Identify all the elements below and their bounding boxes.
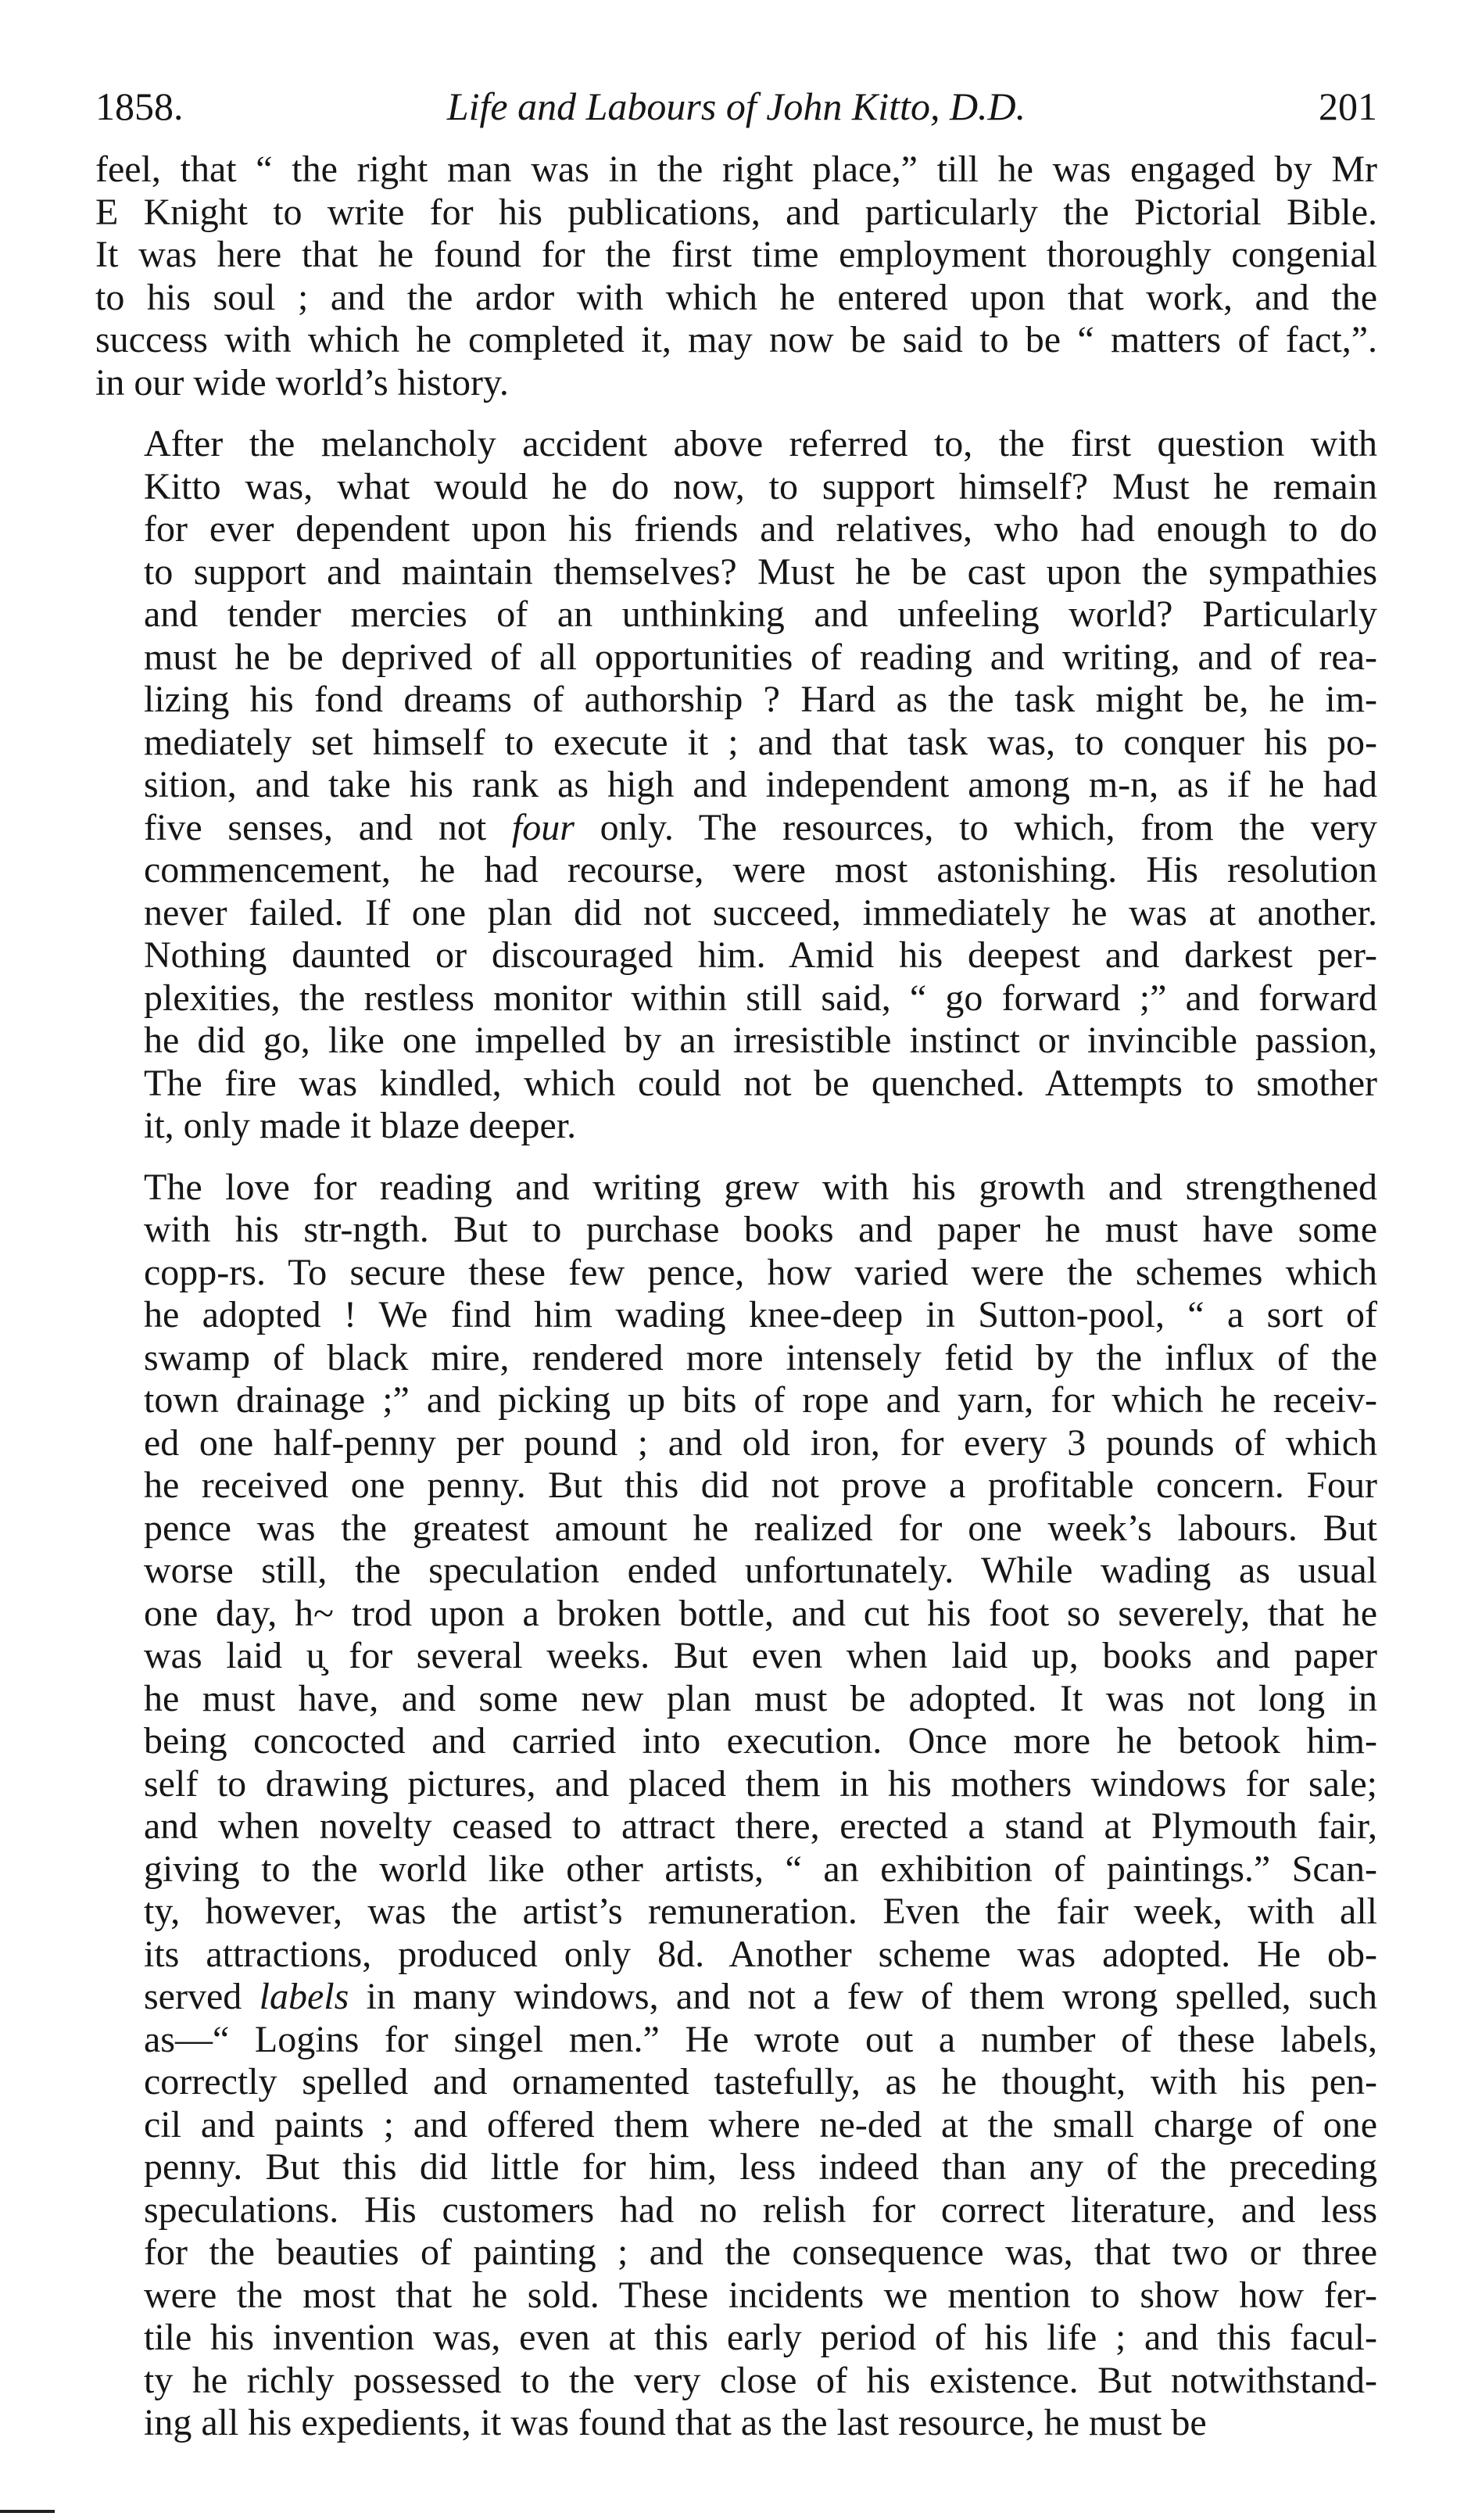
text-line: ing all his expedients, it was found that as the last resource, he must be: [144, 2402, 1207, 2443]
text-line: for the beauties of painting ; and the consequence was, that two or three: [144, 2231, 1377, 2273]
text-line: five senses, and not four only. The resources, to which, from the very: [144, 806, 1377, 848]
text-line: ty he richly possessed to the very close of his existence. But notwithstand-: [144, 2359, 1377, 2401]
text-line: to support and maintain themselves? Must he be cast upon the sympathies: [144, 550, 1377, 593]
text-line: served labels in many windows, and not a few of them wrong spelled, such: [144, 1976, 1377, 2017]
text-line: were the most that he sold. These incidents we mention to show how fer-: [144, 2274, 1377, 2316]
page-number: 201: [1319, 84, 1377, 128]
text-line: It was here that he found for the first time employment thoroughly congenial: [95, 234, 1377, 275]
text-line: tile his invention was, even at this early period of his life ; and this facul-: [144, 2317, 1377, 2358]
text-line: self to drawing pictures, and placed them in his mothers windows for sale;: [144, 1762, 1377, 1805]
text-line: to his soul ; and the ardor with which he entered upon that work, and the: [95, 276, 1377, 318]
text-line: plexities, the restless monitor within still said, “ go forward ;” and forward: [144, 977, 1377, 1019]
text-line: feel, that “ the right man was in the right place,” till he was engaged by Mr: [95, 149, 1377, 190]
text-line: he adopted ! We find him wading knee-deep in Sutton-pool, “ a sort of: [144, 1294, 1377, 1335]
text-line: giving to the world like other artists, “ an exhibition of paintings.” Scan-: [144, 1848, 1377, 1890]
text-line: lizing his fond dreams of authorship ? Hard as the task might be, he im-: [144, 679, 1377, 720]
text-line: copp-rs. To secure these few pence, how varied were the schemes which: [144, 1251, 1377, 1293]
text-line: After the melancholy accident above referred to, the first question with: [144, 423, 1377, 464]
text-line: with his str-ngth. But to purchase books and paper he must have some: [144, 1209, 1377, 1250]
text-line: speculations. His customers had no relish for correct literature, and less: [144, 2188, 1377, 2231]
text-line: ty, however, was the artist’s remuneration. Even the fair week, with all: [144, 1891, 1377, 1932]
text-line: and tender mercies of an unthinking and unfeeling world? Particularly: [144, 593, 1377, 635]
text-line: cil and paints ; and offered them where ne-ded at the small charge of one: [144, 2103, 1377, 2145]
header-year: 1858.: [95, 84, 184, 128]
body-text: [95, 149, 1377, 2464]
text-line: must he be deprived of all opportunities of reading and writing, and of rea-: [144, 636, 1377, 678]
text-line: success with which he completed it, may now be said to be “ matters of fact,”.: [95, 319, 1377, 360]
text-line: The love for reading and writing grew with his growth and strengthened: [144, 1166, 1377, 1208]
text-line: The fire was kindled, which could not be quenched. Attempts to smother: [144, 1062, 1377, 1104]
text-line: worse still, the speculation ended unfortunately. While wading as usual: [144, 1550, 1377, 1591]
text-line: one day, h~ trod upon a broken bottle, and cut his foot so severely, that he: [144, 1592, 1377, 1634]
text-line: for ever dependent upon his friends and relatives, who had enough to do: [144, 508, 1377, 550]
text-line: he must have, and some new plan must be adopted. It was not long in: [144, 1677, 1377, 1719]
text-line: being concocted and carried into execution. Once more he betook him-: [144, 1720, 1377, 1762]
text-line: ed one half-penny per pound ; and old iron, for every 3 pounds of which: [144, 1421, 1377, 1464]
text-line: swamp of black mire, rendered more intensely fetid by the influx of the: [144, 1336, 1377, 1378]
paragraph: [95, 423, 1377, 1148]
text-line: pence was the greatest amount he realized for one week’s labours. But: [144, 1507, 1377, 1549]
text-line: sition, and take his rank as high and independent among m-n, as if he had: [144, 764, 1377, 805]
header-title: Life and Labours of John Kitto, D.D.: [446, 84, 1026, 128]
bottom-rule: [0, 2510, 55, 2513]
text-line: in our wide world’s history.: [95, 361, 509, 403]
text-line: it, only made it blaze deeper.: [144, 1105, 577, 1146]
text-line: as—“ Logins for singel men.” He wrote out a number of these labels,: [144, 2018, 1377, 2060]
text-line: town drainage ;” and picking up bits of rope and yarn, for which he receiv-: [144, 1379, 1377, 1421]
text-line: Kitto was, what would he do now, to support himself? Must he remain: [144, 465, 1377, 507]
text-line: correctly spelled and ornamented tastefully, as he thought, with his pen-: [144, 2061, 1377, 2102]
text-line: commencement, he had recourse, were most astonishing. His resolution: [144, 849, 1377, 891]
text-line: Nothing daunted or discouraged him. Amid his deepest and darkest per-: [144, 934, 1377, 976]
running-head: [95, 75, 1377, 138]
text-line: was laid u̧ for several weeks. But even when laid up, books and paper: [144, 1635, 1377, 1676]
text-line: penny. But this did little for him, less indeed than any of the preceding: [144, 2146, 1377, 2188]
text-line: and when novelty ceased to attract there, erected a stand at Plymouth fair,: [144, 1805, 1377, 1847]
text-line: he received one penny. But this did not prove a profitable concern. Four: [144, 1464, 1377, 1506]
text-line: E Knight to write for his publications, and particularly the Pictorial Bible.: [95, 191, 1377, 233]
text-line: its attractions, produced only 8d. Another scheme was adopted. He ob-: [144, 1933, 1377, 1975]
text-line: never failed. If one plan did not succeed, immediately he was at another.: [144, 891, 1377, 934]
text-line: mediately set himself to execute it ; and that task was, to conquer his po-: [144, 721, 1377, 763]
text-line: he did go, like one impelled by an irresistible instinct or invincible passion,: [144, 1020, 1377, 1061]
paragraph: [95, 1167, 1377, 2445]
paragraph: [95, 149, 1377, 404]
